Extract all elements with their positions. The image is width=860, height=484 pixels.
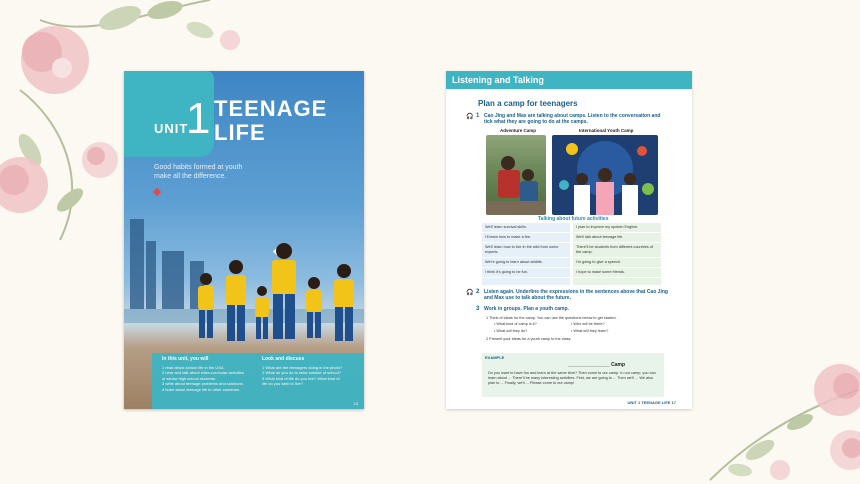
discussion-question: 1 What are the teenagers doing in the photo? [262,364,343,370]
step-1-instruction: 1 Think of ideas for the camp. You can use the questions below to get started. [486,316,617,320]
question-2-line2: and Max use to talk about the future. [484,295,571,301]
future-activities-table [482,223,661,285]
question-1-line1: Cao Jing and Max are talking about camps. Listen to the conversation and [484,113,661,119]
sentence: We'll talk about teenage life. [573,233,661,243]
example-label: EXAMPLE [485,355,505,360]
example-box [482,353,664,397]
international-camp-photo [552,135,658,215]
section-title: Listening and Talking [452,75,544,85]
headphones-icon: 🎧 [466,290,474,296]
objective-item: 1 read about school life in the USA. [162,364,225,370]
adventure-camp-photo [486,135,546,215]
floral-decoration-bottom-right [700,330,860,484]
unit-title-line2: LIFE [214,120,266,145]
sentence: There'll be students from different countries of the camp. [573,243,661,258]
question-2-text [484,289,684,301]
sentence: We'll learn survival skills. [482,223,570,233]
question-2-line1: Listen again. Underline the expressions in the sentences above that Cao Jing [484,289,668,295]
activity-title: Plan a camp for teenagers [478,99,578,108]
objective-item: 3 write about teenage problems and solutions. [162,381,244,386]
sentence: I think it's going to be fun. [482,268,570,278]
guide-question: • What will they learn? [571,329,609,333]
in-this-unit-heading: In this unit, you will [162,356,209,362]
objective-item: 4 learn about teenage life in other countries. [162,386,241,392]
unit-objectives-box [152,353,364,409]
international-camp-label: International Youth Camp [579,128,634,133]
unit-motto-line2: make all the difference. [154,173,227,180]
talking-about-future-heading: Talking about future activities [538,216,609,222]
sentence: I hope to make some friends. [573,268,661,278]
skyscraper [146,241,156,309]
international-sentences-column [573,223,661,285]
unit-number: 1 [186,94,211,143]
look-and-discuss-column [262,357,358,387]
unit-title [214,97,327,145]
adventure-sentences-column [482,223,570,285]
guide-question: • What kind of camp is it? [494,322,537,326]
unit-title-line1: TEENAGE [214,96,328,121]
in-this-unit-column [162,357,257,392]
objective-item: of senior high school students. [162,375,217,381]
sentence: I'm going to give a speech. [573,258,661,268]
example-paragraph: Do you want to have fun and learn at the same time? Then come to our camp. In our camp, you can learn about ... There'll be many interesting activities. First, we are going to ... Then we'll ... We also plan to ... Finally, we'll ... Please come to our camp! [488,371,656,386]
objective-item: 2 hear and talk about extra-curricular activities [162,370,244,375]
international-camp-illustration [552,135,658,215]
question-1-text [484,113,684,125]
step-2-instruction: 2 Present your ideas for a youth camp to the class. [486,337,572,341]
headphones-icon: 🎧 [466,114,474,120]
skyscraper [130,219,144,309]
unit-header [124,71,364,157]
question-number: 3 [476,306,480,312]
adventure-camp-label: Adventure Camp [500,128,537,133]
discussion-question: life do you wish to live? [262,381,304,386]
discussion-question: 2 What do you do to relax outside of school? [262,370,341,375]
question-1-line2: tick what they are going to do at the camps. [484,119,588,125]
guide-question: • Who will be there? [571,322,605,326]
look-and-discuss-heading: Look and discuss [262,356,305,362]
sentence: We'll learn how to live in the wild from some experts. [482,243,570,258]
unit-cover-page [124,71,364,409]
section-header-bar [446,71,692,89]
unit-motto-line1: Good habits formed at youth [154,164,243,171]
example-camp-heading: _______________ Camp [568,362,625,368]
guide-question: • What will they do? [494,329,528,333]
question-number: 2 [476,289,480,295]
unit-label: UNIT [154,121,189,136]
question-3-text: Work in groups. Plan a youth camp. [484,306,569,312]
page-footer: UNIT 1 TEENAGE LIFE 17 [627,400,676,405]
listening-talking-page [446,71,692,409]
sentence: We're going to learn about wildlife. [482,258,570,268]
discussion-question: 3 What kind of life do you live? What kind of [262,375,340,381]
question-number: 1 [476,113,480,119]
unit-motto [154,163,254,181]
sentence: I plan to improve my spoken English. [573,223,661,233]
page-number-left: 13 [353,401,358,406]
students-flying-kites [184,231,364,361]
sentence: I'll learn how to make a fire. [482,233,570,243]
adventure-camp-illustration [486,135,546,215]
skyscraper [162,251,184,309]
